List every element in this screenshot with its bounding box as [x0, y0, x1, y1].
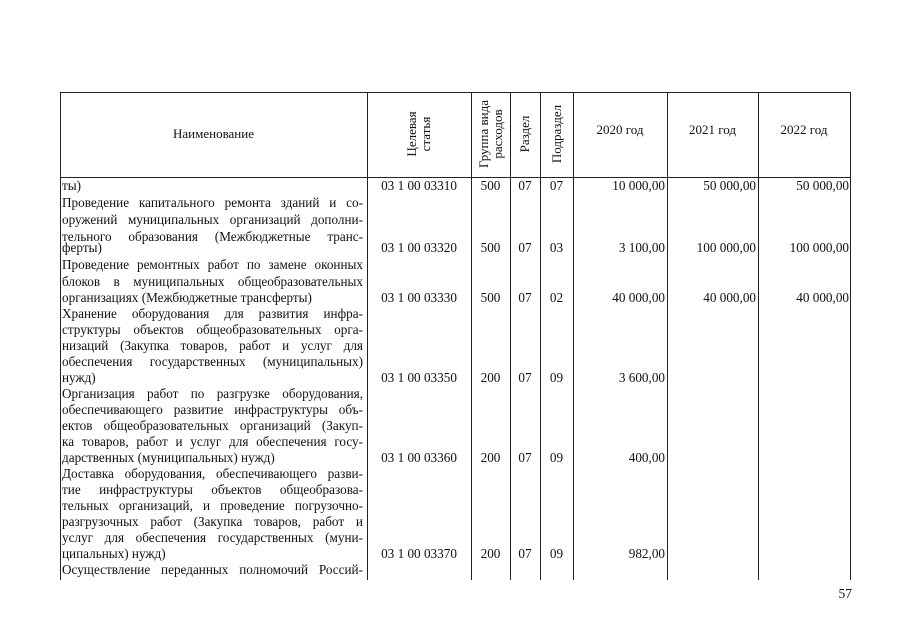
name-line: обеспечения государственных (муниципальных)	[62, 354, 363, 369]
cell-target-article: 03 1 00 03350	[381, 370, 457, 385]
cell-2022: 50 000,00	[796, 178, 849, 193]
header-year-2020: 2020 год	[596, 122, 644, 137]
cell-subsection: 07	[549, 178, 564, 193]
cell-section: 07	[518, 546, 532, 561]
header-subsection: Подраздел	[549, 104, 564, 164]
cell-2021	[667, 450, 756, 465]
cell-2020: 3 600,00	[618, 370, 665, 385]
cell-2022: 100 000,00	[789, 240, 849, 255]
header-name: Наименование	[173, 126, 254, 141]
cell-2021: 100 000,00	[696, 240, 756, 255]
name-line: дарственных (муниципальных) нужд)	[62, 450, 275, 465]
cell-2020: 400,00	[628, 450, 665, 465]
cell-2020: 982,00	[628, 546, 665, 561]
name-line: тие инфраструктуры объектов общеобразова-	[62, 482, 363, 497]
cell-expense-group: 200	[480, 450, 501, 465]
header-target-article: Целевая статья	[404, 111, 433, 157]
cell-expense-group: 200	[480, 370, 501, 385]
name-line: тельного образования (Межбюджетные транс-	[62, 229, 363, 244]
name-line: Проведение капитального ремонта зданий и со-	[62, 195, 363, 210]
name-line: ты)	[62, 178, 82, 193]
name-line: организациях (Межбюджетные трансферты)	[62, 290, 312, 305]
name-line: низаций (Закупка товаров, работ и услуг для	[62, 338, 363, 353]
cell-section: 07	[518, 240, 532, 255]
cell-target-article: 03 1 00 03310	[381, 178, 457, 193]
name-line: ка товаров, работ и услуг для обеспечения госу-	[62, 434, 363, 449]
cell-section: 07	[518, 370, 532, 385]
cell-expense-group: 500	[480, 240, 501, 255]
cell-2022	[758, 370, 849, 385]
page-number: 57	[838, 586, 852, 601]
name-line: ектов общеобразовательных организаций (Закуп-	[62, 418, 363, 433]
cell-subsection: 09	[549, 546, 564, 561]
header-section: Раздел	[517, 115, 532, 153]
cell-2022: 40 000,00	[796, 290, 849, 305]
header-year-2022: 2022 год	[780, 122, 828, 137]
name-line: обеспечивающего развитие инфраструктуры объ-	[62, 402, 363, 417]
name-line: Проведение ремонтных работ по замене оконных	[62, 257, 363, 272]
cell-expense-group: 500	[480, 290, 501, 305]
cell-2022	[758, 450, 849, 465]
cell-subsection: 09	[549, 450, 564, 465]
name-line: ципальных) нужд)	[62, 546, 166, 561]
header-year-2021: 2021 год	[689, 122, 736, 137]
name-line: разгрузочных работ (Закупка товаров, работ и	[62, 514, 363, 529]
cell-subsection: 03	[549, 240, 564, 255]
header-expense-group: Группа вида расходов	[476, 100, 505, 168]
cell-2022	[758, 546, 849, 561]
name-line: тельных организаций, и проведение погрузочно-	[62, 498, 363, 513]
cell-target-article: 03 1 00 03360	[381, 450, 457, 465]
cell-target-article: 03 1 00 03370	[381, 546, 457, 561]
name-line: Организация работ по разгрузке оборудования,	[62, 386, 363, 401]
name-line: оружений муниципальных организаций дополни-	[62, 212, 363, 227]
name-line: услуг для обеспечения государственных (муни-	[62, 530, 363, 545]
cell-expense-group: 500	[480, 178, 501, 193]
cell-2020: 40 000,00	[612, 290, 665, 305]
cell-target-article: 03 1 00 03330	[381, 290, 457, 305]
cell-2020: 10 000,00	[612, 178, 665, 193]
name-line: ферты)	[62, 240, 102, 255]
cell-2021: 50 000,00	[703, 178, 756, 193]
name-line: Хранение оборудования для развития инфра-	[62, 306, 363, 321]
name-line: блоков в муниципальных общеобразовательных	[62, 274, 363, 289]
cell-subsection: 02	[549, 290, 564, 305]
cell-2021: 40 000,00	[703, 290, 756, 305]
name-line: Осуществление переданных полномочий Россий-	[62, 562, 363, 577]
cell-section: 07	[518, 290, 532, 305]
cell-target-article: 03 1 00 03320	[381, 240, 457, 255]
cell-section: 07	[518, 450, 532, 465]
cell-2021	[667, 546, 756, 561]
cell-expense-group: 200	[480, 546, 501, 561]
cell-section: 07	[518, 178, 532, 193]
cell-subsection: 09	[549, 370, 564, 385]
name-line: Доставка оборудования, обеспечивающего разви-	[62, 466, 363, 481]
name-line: нужд)	[62, 370, 96, 385]
cell-2020: 3 100,00	[618, 240, 665, 255]
cell-2021	[667, 370, 756, 385]
name-line: структуры объектов общеобразовательных орга-	[62, 322, 363, 337]
